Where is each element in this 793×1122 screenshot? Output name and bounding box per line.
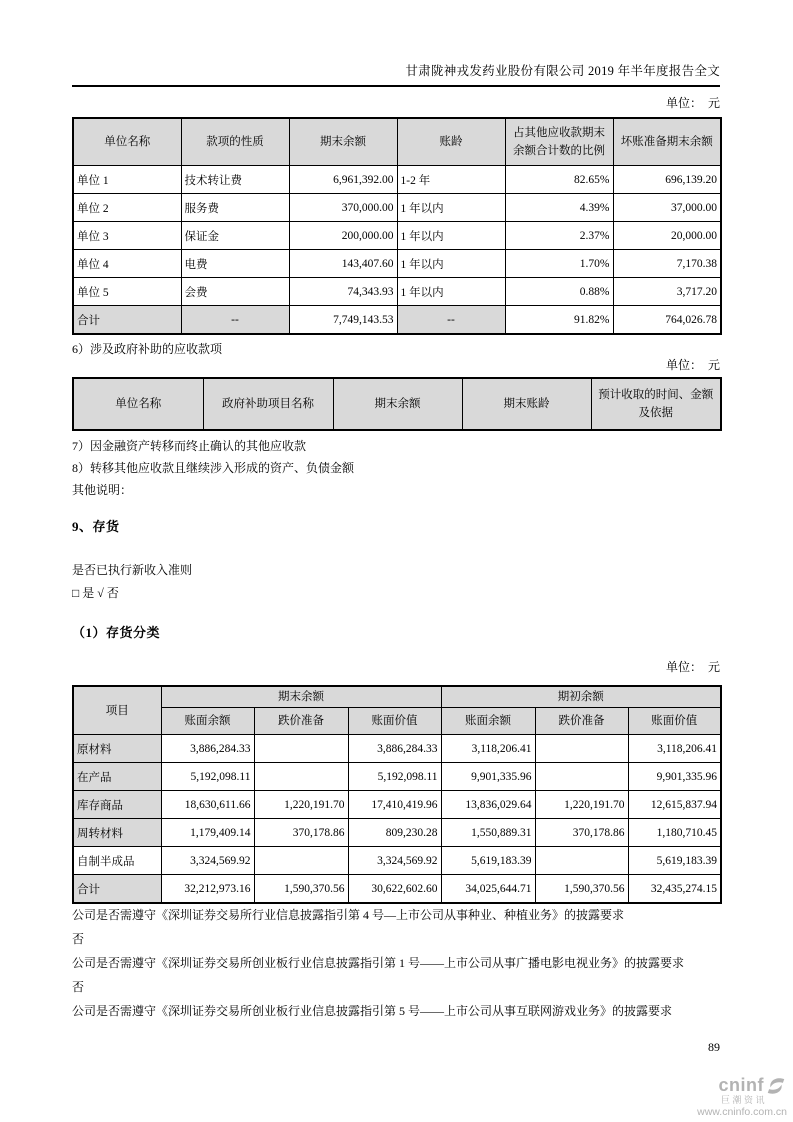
table-cell (535, 763, 628, 791)
table-cell: 服务费 (181, 194, 289, 222)
table-cell: 5,192,098.11 (348, 763, 441, 791)
column-group-header: 期初余额 (441, 686, 721, 708)
table-row (73, 166, 721, 194)
row-label: 合计 (73, 875, 161, 904)
disclosure-question: 公司是否需遵守《深圳证券交易所创业板行业信息披露指引第 1 号——上市公司从事广播电影电视业务》的披露要求 (72, 956, 685, 970)
table-row (73, 791, 721, 819)
table-cell: 保证金 (181, 222, 289, 250)
table-cell: 74,343.93 (289, 278, 397, 306)
column-header: 政府补助项目名称 (203, 378, 333, 430)
table-cell: 1-2 年 (397, 166, 505, 194)
table-cell: 12,615,837.94 (628, 791, 721, 819)
column-header: 跌价准备 (535, 708, 628, 735)
table-cell: 20,000.00 (613, 222, 721, 250)
table-row (73, 763, 721, 791)
table-cell: 1 年以内 (397, 194, 505, 222)
table-cell: 1 年以内 (397, 222, 505, 250)
other-receivables-table (72, 117, 722, 335)
disclosure-answer: 否 (72, 980, 85, 994)
cninfo-swirl-icon (765, 1075, 787, 1097)
table-cell: 5,619,183.39 (628, 847, 721, 875)
column-header: 账面价值 (348, 708, 441, 735)
new-revenue-standard-question: 是否已执行新收入准则 (72, 563, 193, 577)
table-cell (254, 763, 348, 791)
table-cell: 1,550,889.31 (441, 819, 535, 847)
table-cell: 200,000.00 (289, 222, 397, 250)
table-cell: 34,025,644.71 (441, 875, 535, 904)
table-header-row (73, 118, 721, 166)
table-cell: 143,407.60 (289, 250, 397, 278)
table-cell: 30,622,602.60 (348, 875, 441, 904)
table-cell: 370,178.86 (535, 819, 628, 847)
column-header: 期末余额 (333, 378, 462, 430)
table-cell (535, 735, 628, 763)
table-subheader-row (73, 708, 721, 735)
table-cell: 0.88% (505, 278, 613, 306)
table-row (73, 278, 721, 306)
table-cell: 7,170.38 (613, 250, 721, 278)
table-row (73, 222, 721, 250)
column-header: 单位名称 (73, 378, 203, 430)
disclosure-answer: 否 (72, 932, 85, 946)
table-cell: 13,836,029.64 (441, 791, 535, 819)
table-cell: 32,212,973.16 (161, 875, 254, 904)
table-cell: 1 年以内 (397, 250, 505, 278)
row-label: 在产品 (73, 763, 161, 791)
table-row (73, 847, 721, 875)
table-cell: 370,000.00 (289, 194, 397, 222)
disclosure-question: 公司是否需遵守《深圳证券交易所行业信息披露指引第 4 号—上市公司从事种业、种植业务》的披露要求 (72, 908, 625, 922)
cninfo-brand-row (697, 1075, 787, 1097)
section-9-heading: 9、存货 (72, 519, 120, 534)
column-group-header: 期末余额 (161, 686, 441, 708)
column-header: 单位名称 (73, 118, 181, 166)
table-row (73, 194, 721, 222)
table-cell: -- (397, 306, 505, 335)
table-cell: 单位 2 (73, 194, 181, 222)
table-cell: 单位 5 (73, 278, 181, 306)
row-label: 自制半成品 (73, 847, 161, 875)
section-6-label: 6）涉及政府补助的应收款项 (72, 342, 223, 356)
column-header: 账龄 (397, 118, 505, 166)
disclosure-question: 公司是否需遵守《深圳证券交易所创业板行业信息披露指引第 5 号——上市公司从事互联网游戏业务》的披露要求 (72, 1004, 673, 1018)
page-header-title: 甘肃陇神戎发药业股份有限公司 2019 年半年度报告全文 (405, 64, 720, 78)
table-cell: -- (181, 306, 289, 335)
table-cell: 9,901,335.96 (441, 763, 535, 791)
column-header: 账面余额 (161, 708, 254, 735)
table-cell: 3,324,569.92 (348, 847, 441, 875)
table-cell (535, 847, 628, 875)
table-cell: 1 年以内 (397, 278, 505, 306)
government-subsidy-table (72, 377, 722, 431)
unit-label: 单位： 元 (665, 358, 720, 372)
table-cell: 5,192,098.11 (161, 763, 254, 791)
table-cell: 1,220,191.70 (254, 791, 348, 819)
inventory-classification-heading: （1）存货分类 (72, 625, 161, 640)
table-cell: 18,630,611.66 (161, 791, 254, 819)
column-header: 预计收取的时间、金额及依据 (591, 378, 721, 430)
disclosure-paragraphs (72, 903, 732, 1023)
table-cell: 3,717.20 (613, 278, 721, 306)
row-label: 周转材料 (73, 819, 161, 847)
table-cell: 1,179,409.14 (161, 819, 254, 847)
table-cell: 4.39% (505, 194, 613, 222)
table-cell: 3,886,284.33 (348, 735, 441, 763)
table-cell: 6,961,392.00 (289, 166, 397, 194)
table-cell: 764,026.78 (613, 306, 721, 335)
table-cell: 3,886,284.33 (161, 735, 254, 763)
column-header: 跌价准备 (254, 708, 348, 735)
row-label: 库存商品 (73, 791, 161, 819)
column-header: 期末账龄 (462, 378, 591, 430)
header-divider (72, 85, 720, 87)
table-row (73, 735, 721, 763)
table-cell: 9,901,335.96 (628, 763, 721, 791)
table-cell: 370,178.86 (254, 819, 348, 847)
cninfo-brand-text: cninf (718, 1075, 764, 1096)
table-cell: 91.82% (505, 306, 613, 335)
table-cell: 技术转让费 (181, 166, 289, 194)
table-cell: 1,590,370.56 (254, 875, 348, 904)
inventory-table (72, 685, 722, 904)
table-cell: 1,180,710.45 (628, 819, 721, 847)
table-header-row (73, 378, 721, 430)
table-cell: 1.70% (505, 250, 613, 278)
table-total-row (73, 306, 721, 335)
column-header: 期末余额 (289, 118, 397, 166)
column-header: 款项的性质 (181, 118, 289, 166)
table-cell (254, 735, 348, 763)
table-cell: 会费 (181, 278, 289, 306)
table-cell: 3,324,569.92 (161, 847, 254, 875)
table-cell: 809,230.28 (348, 819, 441, 847)
column-header: 账面价值 (628, 708, 721, 735)
column-header: 占其他应收款期末余额合计数的比例 (505, 118, 613, 166)
cninfo-watermark (697, 1075, 787, 1118)
table-cell: 3,118,206.41 (441, 735, 535, 763)
column-header: 账面余额 (441, 708, 535, 735)
row-label: 原材料 (73, 735, 161, 763)
table-cell: 3,118,206.41 (628, 735, 721, 763)
section-8-label: 8）转移其他应收款且继续涉入形成的资产、负债金额 (72, 461, 355, 475)
unit-label: 单位： 元 (665, 96, 720, 110)
table-row (73, 250, 721, 278)
column-header: 坏账准备期末余额 (613, 118, 721, 166)
table-total-row (73, 875, 721, 904)
table-row (73, 819, 721, 847)
table-cell: 合计 (73, 306, 181, 335)
table-cell: 单位 4 (73, 250, 181, 278)
table-cell: 696,139.20 (613, 166, 721, 194)
section-7-label: 7）因金融资产转移而终止确认的其他应收款 (72, 439, 307, 453)
page-number: 89 (708, 1040, 720, 1054)
table-cell: 电费 (181, 250, 289, 278)
table-cell: 5,619,183.39 (441, 847, 535, 875)
table-cell (254, 847, 348, 875)
table-cell: 82.65% (505, 166, 613, 194)
cninfo-url: www.cninfo.com.cn (697, 1105, 787, 1118)
yes-no-answer: □ 是 √ 否 (72, 586, 119, 600)
table-cell: 单位 3 (73, 222, 181, 250)
unit-label: 单位： 元 (665, 660, 720, 674)
table-group-header-row (73, 686, 721, 708)
table-cell: 1,590,370.56 (535, 875, 628, 904)
other-note-label: 其他说明： (72, 483, 133, 497)
table-cell: 2.37% (505, 222, 613, 250)
table-cell: 17,410,419.96 (348, 791, 441, 819)
table-cell: 7,749,143.53 (289, 306, 397, 335)
cninfo-chinese-name: 巨潮资讯 (720, 1095, 767, 1105)
table-cell: 1,220,191.70 (535, 791, 628, 819)
table-cell: 单位 1 (73, 166, 181, 194)
table-cell: 32,435,274.15 (628, 875, 721, 904)
table-cell: 37,000.00 (613, 194, 721, 222)
column-header: 项目 (73, 686, 161, 735)
